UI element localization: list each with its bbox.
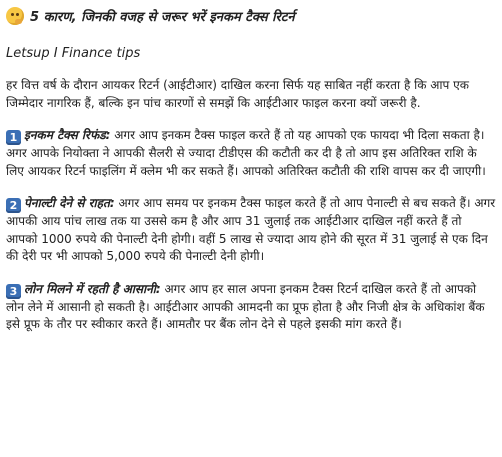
list-item	[6, 127, 496, 180]
intro-paragraph: हर वित्त वर्ष के दौरान आयकर रिटर्न (आईटीआर) दाखिल करना सिर्फ यह साबित नहीं करता है कि आप एक जिम्मेदार नागरिक हैं, बल्कि इन पांच कारणों से समझें कि आईटीआर फाइल करना क्यों जरूरी है.	[6, 78, 470, 110]
item-text: अगर आप हर साल अपना इनकम टैक्स रिटर्न दाखिल करते हैं तो आपको लोन लेने में आसानी हो सकती है। आईटीआर आपकी आमदनी का प्रूफ होता है और निजी क्षेत्र के अधिकांश बैंक इसे प्रूफ के तौर पर स्वीकार करते हैं। आमतौर पर बैंक लोन देने से पहले इसकी मांग करते हैं।	[6, 281, 485, 331]
thinking-face-icon	[6, 7, 24, 25]
number-3-icon: 3	[6, 284, 21, 299]
item-heading: इनकम टैक्स रिफंड:	[24, 128, 111, 142]
item-heading: लोन मिलने में रहती है आसानी:	[24, 281, 161, 296]
number-2-icon: 2	[6, 198, 21, 213]
item-text: अगर आप इनकम टैक्स फाइल करते हैं तो यह आपको एक फायदा भी दिला सकता है। अगर आपके नियोक्ता ने आपकी सैलरी से ज्यादा टीडीएस की कटौती कर दी है तो आप इस अतिरिक्त राशि के लिए आयकर रिटर्न फाइलिंग में क्लेम भी कर सकते हैं। आपको अतिरिक्त कटौती की राशि वापस कर दी जाएगी।	[6, 128, 486, 178]
source-label: Letsup I Finance tips	[6, 46, 141, 61]
list-item	[6, 281, 496, 334]
post-title: 5 कारण, जिनकी वजह से जरूर भरें इनकम टैक्स रिटर्न	[30, 10, 295, 25]
item-text: अगर आप समय पर इनकम टैक्स फाइल करते हैं तो आप पेनाल्टी से बच सकते हैं। अगर आपकी आय पांच लाख तक या उससे कम है और आप 31 जुलाई तक आईटीआर दाखिल नहीं करते हैं तो आपको 1000 रुपये की पेनाल्टी देनी होगी। वहीं 5 लाख से ज्यादा आय होने की सूरत में 31 जुलाई से एक दिन की देरी पर भी आपको 5,000 रुपये की पेनाल्टी देनी होगी।	[6, 196, 496, 263]
list-item	[6, 195, 496, 266]
number-1-icon: 1	[6, 130, 21, 145]
item-heading: पेनाल्टी देने से राहत:	[24, 196, 115, 210]
post-header	[6, 4, 496, 28]
